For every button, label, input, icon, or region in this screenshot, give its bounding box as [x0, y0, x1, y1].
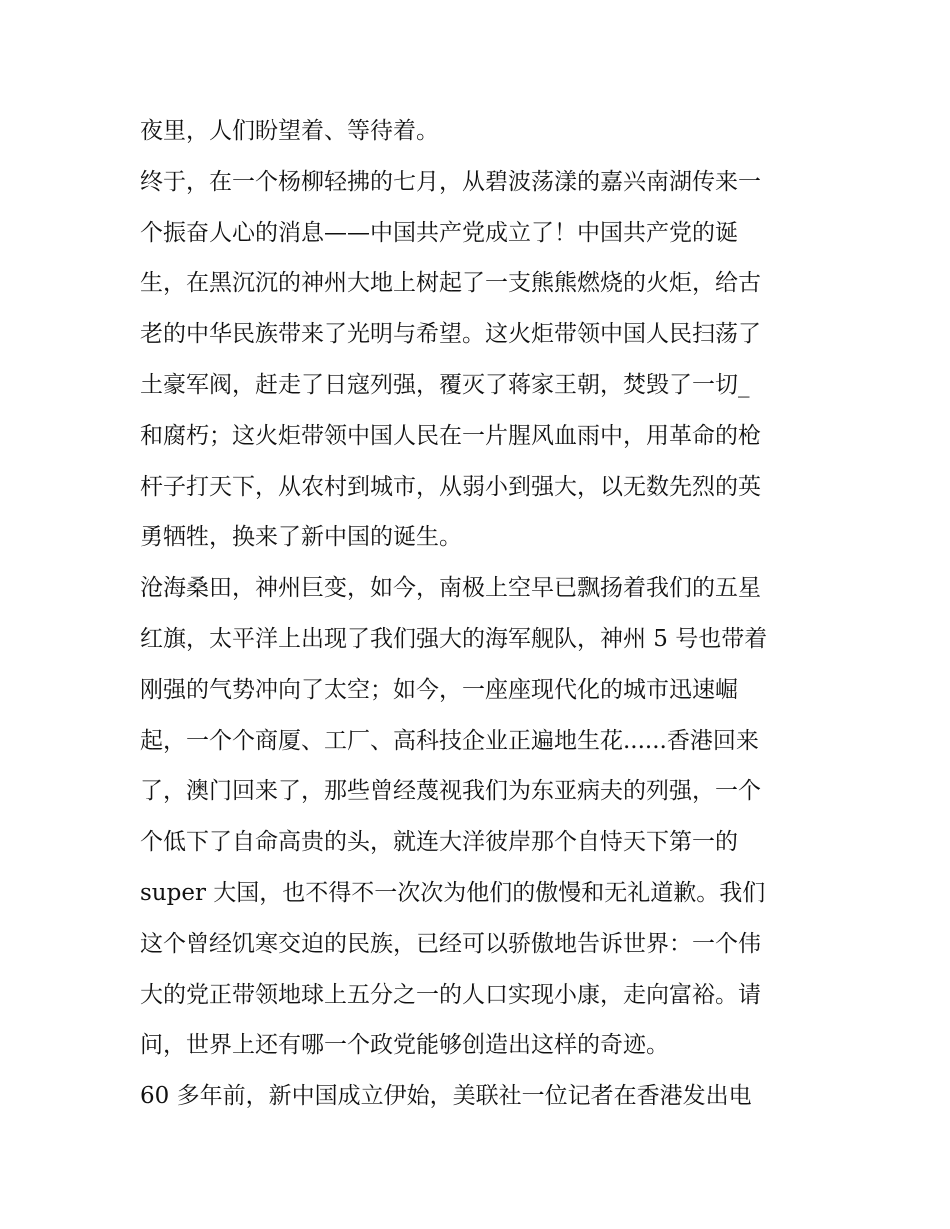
text-line-4: 生，在黑沉沉的神州大地上树起了一支熊熊燃烧的火炬，给古	[140, 270, 761, 297]
text-line-16: super 大国，也不得不一次次为他们的傲慢和无礼道歉。我们	[140, 879, 766, 906]
text-line-13: 起，一个个商厦、工厂、高科技企业正遍地生花......香港回来	[140, 727, 759, 754]
text-line-1: 夜里，人们盼望着、等待着。	[140, 118, 439, 144]
text-line-20: 60 多年前，新中国成立伊始，美联社一位记者在香港发出电	[140, 1083, 752, 1110]
text-line-7: 和腐朽；这火炬带领中国人民在一片腥风血雨中，用革命的枪	[140, 422, 761, 449]
text-line-6: 土豪军阀，赶走了日寇列强，覆灭了蒋家王朝，焚毁了一切_	[140, 371, 750, 398]
text-line-12: 刚强的气势冲向了太空；如今，一座座现代化的城市迅速崛	[140, 676, 738, 703]
text-line-10: 沧海桑田，神州巨变，如今，南极上空早已飘扬着我们的五星	[140, 575, 761, 602]
text-line-17: 这个曾经饥寒交迫的民族，已经可以骄傲地告诉世界：一个伟	[140, 930, 761, 957]
text-line-19: 问，世界上还有哪一个政党能够创造出这样的奇迹。	[140, 1032, 669, 1059]
text-line-15: 个低下了自命高贵的头，就连大洋彼岸那个自恃天下第一的	[140, 829, 738, 856]
document-body	[140, 106, 820, 1122]
text-line-14: 了，澳门回来了，那些曾经蔑视我们为东亚病夫的列强，一个	[140, 778, 761, 805]
text-line-18: 大的党正带领地球上五分之一的人口实现小康，走向富裕。请	[140, 981, 761, 1008]
text-line-2: 终于，在一个杨柳轻拂的七月，从碧波荡漾的嘉兴南湖传来一	[140, 168, 761, 195]
text-line-9: 勇牺牲，换来了新中国的诞生。	[140, 524, 462, 551]
text-line-11: 红旗，太平洋上出现了我们强大的海军舰队，神州 5 号也带着	[140, 625, 768, 652]
text-line-8: 杆子打天下，从农村到城市，从弱小到强大，以无数先烈的英	[140, 473, 761, 500]
text-line-3: 个振奋人心的消息——中国共产党成立了！中国共产党的诞	[140, 219, 738, 246]
text-line-5: 老的中华民族带来了光明与希望。这火炬带领中国人民扫荡了	[140, 321, 761, 348]
